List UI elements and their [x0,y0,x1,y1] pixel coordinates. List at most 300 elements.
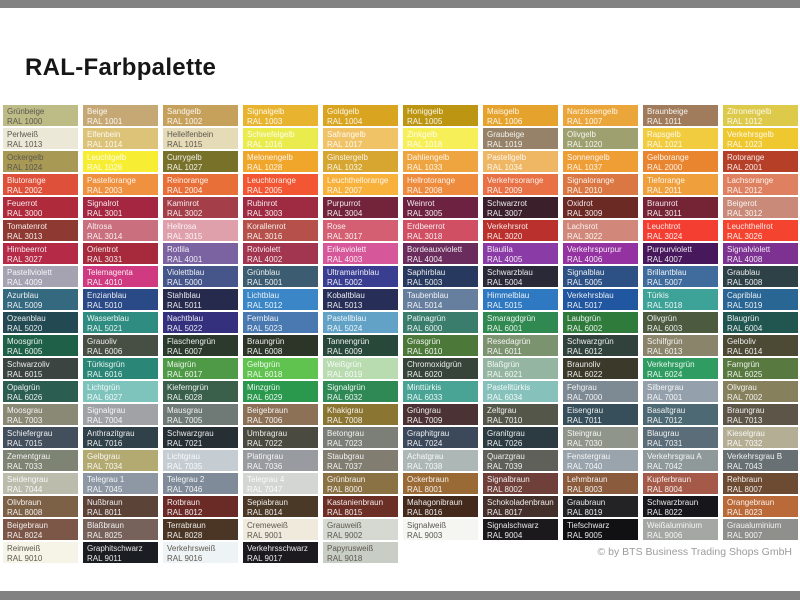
color-swatch [643,358,718,379]
color-swatch [563,312,638,333]
swatch-name: Wasserblau [87,314,129,323]
swatch-name: Anthrazitgrau [87,429,135,438]
swatch-code: RAL 2004 [167,185,203,195]
swatch-code: RAL 6028 [167,392,203,402]
color-swatch [403,243,478,264]
swatch-name: Achatgrau [407,452,444,461]
swatch-code: RAL 1019 [487,139,523,149]
swatch-code: RAL 1011 [647,116,682,126]
color-swatch [83,289,158,310]
color-swatch [403,358,478,379]
swatch-code: RAL 1005 [407,116,443,126]
color-swatch [483,519,558,540]
swatch-code: RAL 6015 [7,369,43,379]
swatch-name: Verkehrsgrün [647,360,695,369]
swatch-name: Verkehrsschwarz [247,544,308,553]
swatch-name: Blutorange [7,176,46,185]
color-swatch [3,151,78,172]
color-swatch [83,358,158,379]
color-swatch [723,105,798,126]
color-swatch [163,473,238,494]
color-swatch [163,381,238,402]
swatch-code: RAL 9018 [327,553,363,563]
color-swatch [403,151,478,172]
color-swatch [483,381,558,402]
swatch-code: RAL 8003 [567,484,603,494]
swatch-name: Laubgrün [567,314,601,323]
swatch-name: Rotlila [167,245,190,254]
swatch-code: RAL 7034 [87,461,123,471]
swatch-code: RAL 5002 [327,277,363,287]
swatch-name: Graualuminium [727,521,782,530]
swatch-code: RAL 1007 [567,116,603,126]
swatch-code: RAL 7039 [487,461,523,471]
color-swatch [243,427,318,448]
swatch-code: RAL 7047 [247,484,283,494]
swatch-name: Lichtgrau [167,452,200,461]
color-swatch [163,358,238,379]
swatch-code: RAL 8001 [407,484,443,494]
swatch-code: RAL 2003 [87,185,123,195]
color-swatch [483,358,558,379]
swatch-code: RAL 7024 [407,438,443,448]
swatch-code: RAL 3018 [407,231,443,241]
swatch-name: Grasgrün [407,337,441,346]
swatch-code: RAL 7004 [87,415,123,425]
swatch-code: RAL 6027 [87,392,123,402]
color-swatch [83,105,158,126]
swatch-name: Blaulila [487,245,513,254]
color-swatch [643,243,718,264]
swatch-code: RAL 5001 [247,277,283,287]
swatch-code: RAL 7008 [327,415,363,425]
swatch-code: RAL 7032 [727,438,763,448]
swatch-name: Signalschwarz [487,521,539,530]
swatch-name: Graubeige [487,130,525,139]
swatch-name: Lachsrot [567,222,598,231]
swatch-code: RAL 7033 [7,461,43,471]
swatch-name: Kieferngrün [167,383,209,392]
swatch-name: Violettblau [167,268,205,277]
swatch-code: RAL 5023 [247,323,283,333]
color-swatch [723,358,798,379]
color-swatch [483,289,558,310]
swatch-name: Maigrün [167,360,196,369]
swatch-code: RAL 3014 [87,231,123,241]
color-swatch [163,197,238,218]
color-swatch [323,266,398,287]
swatch-code: RAL 6014 [727,346,763,356]
swatch-code: RAL 1026 [87,162,123,172]
swatch-code: RAL 8015 [327,507,363,517]
swatch-name: Saphirblau [407,268,446,277]
swatch-code: RAL 6007 [167,346,203,356]
color-swatch [3,243,78,264]
swatch-name: Beigerot [727,199,757,208]
swatch-name: Chromoxidgrün [407,360,462,369]
swatch-name: Opalgrün [7,383,40,392]
swatch-name: Verkehrsgelb [727,130,774,139]
swatch-name: Mahagonibraun [407,498,463,507]
top-divider-bar [0,0,800,8]
swatch-name: Platingrau [247,452,284,461]
swatch-code: RAL 1001 [87,116,123,126]
color-swatch [403,404,478,425]
swatch-name: Kaminrot [167,199,200,208]
swatch-code: RAL 8004 [647,484,683,494]
swatch-name: Orientrot [87,245,119,254]
swatch-name: Schwarzbraun [647,498,699,507]
swatch-code: RAL 4001 [167,254,203,264]
swatch-name: Signalweiß [407,521,447,530]
color-swatch [563,427,638,448]
swatch-code: RAL 7037 [327,461,363,471]
swatch-name: Verkehrspurpur [567,245,622,254]
color-swatch [3,404,78,425]
swatch-code: RAL 5010 [87,300,123,310]
color-swatch [323,151,398,172]
color-swatch [243,174,318,195]
color-swatch [243,220,318,241]
swatch-name: Kieselgrau [727,429,765,438]
color-swatch [723,266,798,287]
color-swatch [83,312,158,333]
swatch-code: RAL 9004 [487,530,523,540]
swatch-code: RAL 7042 [647,461,683,471]
color-swatch [643,220,718,241]
swatch-code: RAL 5012 [247,300,283,310]
color-swatch [3,427,78,448]
swatch-name: Sonnengelb [567,153,610,162]
swatch-code: RAL 8016 [407,507,443,517]
swatch-name: Schwefelgelb [247,130,295,139]
color-swatch [323,243,398,264]
swatch-name: Mausgrau [167,406,203,415]
swatch-code: RAL 1004 [327,116,363,126]
color-swatch [403,335,478,356]
color-swatch [163,243,238,264]
swatch-code: RAL 4007 [647,254,683,264]
color-swatch [643,450,718,471]
color-swatch [723,289,798,310]
swatch-code: RAL 7043 [727,461,763,471]
color-swatch [563,289,638,310]
color-swatch [563,128,638,149]
swatch-name: Graubraun [567,498,606,507]
swatch-name: Blaugrün [727,314,760,323]
swatch-code: RAL 5017 [567,300,603,310]
swatch-code: RAL 9005 [567,530,603,540]
color-swatch [163,450,238,471]
swatch-name: Staubgrau [327,452,364,461]
color-swatch [403,289,478,310]
swatch-name: Minzgrün [247,383,280,392]
swatch-name: Braunoliv [567,360,601,369]
swatch-name: Pastellgelb [487,153,527,162]
color-swatch [563,151,638,172]
swatch-name: Tieforange [647,176,685,185]
color-swatch [323,105,398,126]
swatch-code: RAL 3027 [7,254,43,264]
swatch-name: Kobaltblau [327,291,365,300]
color-swatch [563,105,638,126]
swatch-name: Braunrot [647,199,678,208]
color-swatch [643,174,718,195]
swatch-name: Enzianblau [87,291,127,300]
swatch-code: RAL 9011 [87,553,122,563]
color-swatch [323,519,398,540]
color-swatch [403,473,478,494]
swatch-code: RAL 4008 [727,254,763,264]
color-swatch [403,381,478,402]
swatch-name: Erikaviolett [327,245,367,254]
color-swatch [723,404,798,425]
swatch-name: Silbergrau [647,383,684,392]
color-swatch [83,542,158,563]
swatch-name: Basaltgrau [647,406,686,415]
color-swatch [163,266,238,287]
swatch-code: RAL 2010 [567,185,603,195]
swatch-code: RAL 3000 [7,208,43,218]
swatch-code: RAL 6022 [567,369,603,379]
color-swatch [243,496,318,517]
swatch-name: Honiggelb [407,107,444,116]
swatch-code: RAL 4004 [407,254,443,264]
color-swatch [483,174,558,195]
color-swatch [243,266,318,287]
swatch-name: Schwarzblau [487,268,533,277]
swatch-code: RAL 6004 [727,323,763,333]
swatch-name: Schwarzoliv [7,360,50,369]
color-swatch [483,151,558,172]
color-swatch [403,174,478,195]
swatch-name: Signalgrau [87,406,126,415]
swatch-name: Perlweiß [7,130,39,139]
swatch-name: Grünblau [247,268,280,277]
swatch-code: RAL 8023 [727,507,763,517]
color-swatch [643,381,718,402]
swatch-code: RAL 1016 [247,139,283,149]
color-swatch [643,151,718,172]
swatch-name: Himmelblau [487,291,530,300]
swatch-name: Telemagenta [87,268,133,277]
swatch-name: Signalblau [567,268,605,277]
color-swatch [643,427,718,448]
swatch-code: RAL 3013 [7,231,43,241]
swatch-name: Ultramarinblau [327,268,380,277]
swatch-code: RAL 2001 [727,162,763,172]
swatch-code: RAL 2000 [647,162,683,172]
color-swatch [243,519,318,540]
swatch-code: RAL 6001 [487,323,523,333]
color-swatch [483,496,558,517]
swatch-code: RAL 7035 [167,461,203,471]
swatch-name: Taubenblau [407,291,449,300]
swatch-name: Reinweiß [7,544,41,553]
swatch-name: Seidengrau [7,475,48,484]
swatch-code: RAL 6008 [247,346,283,356]
swatch-name: Granitgrau [487,429,525,438]
swatch-code: RAL 1018 [407,139,443,149]
swatch-name: Elfenbein [87,130,121,139]
swatch-name: Türkis [647,291,669,300]
swatch-code: RAL 7036 [247,461,283,471]
swatch-name: Resedagrün [487,337,531,346]
color-swatch [403,105,478,126]
color-swatch [403,450,478,471]
swatch-code: RAL 1021 [647,139,683,149]
color-swatch [3,128,78,149]
color-swatch [163,427,238,448]
color-swatch [243,358,318,379]
swatch-code: RAL 3002 [167,208,203,218]
swatch-code: RAL 3001 [87,208,123,218]
swatch-name: Leuchtrot [647,222,681,231]
swatch-code: RAL 6034 [487,392,523,402]
swatch-name: Weißgrün [327,360,362,369]
swatch-code: RAL 7012 [647,415,683,425]
swatch-name: Bordeauxviolett [407,245,463,254]
swatch-code: RAL 1023 [727,139,763,149]
swatch-name: Telegrau 4 [247,475,285,484]
swatch-name: Tiefschwarz [567,521,610,530]
swatch-name: Lichtblau [247,291,280,300]
swatch-code: RAL 2012 [727,185,763,195]
color-swatch [83,496,158,517]
color-swatch [563,220,638,241]
color-swatch [643,105,718,126]
swatch-code: RAL 6025 [727,369,763,379]
color-swatch [563,174,638,195]
color-swatch [83,128,158,149]
swatch-code: RAL 7040 [567,461,603,471]
swatch-code: RAL 7038 [407,461,443,471]
swatch-code: RAL 8024 [7,530,43,540]
swatch-name: Blaßgrün [487,360,520,369]
swatch-name: Signalviolett [727,245,771,254]
swatch-code: RAL 5018 [647,300,683,310]
swatch-name: Steingrau [567,429,602,438]
swatch-code: RAL 7016 [87,438,123,448]
color-swatch [563,335,638,356]
swatch-name: Grünbeige [7,107,45,116]
color-swatch [483,335,558,356]
swatch-code: RAL 3003 [247,208,283,218]
color-swatch [403,266,478,287]
swatch-name: Rotviolett [247,245,281,254]
color-swatch [723,519,798,540]
color-swatch [323,289,398,310]
color-swatch [243,335,318,356]
swatch-name: Verkehrsgrau A [647,452,702,461]
swatch-name: Sepiabraun [247,498,288,507]
swatch-code: RAL 6020 [407,369,443,379]
color-swatch [403,128,478,149]
swatch-name: Ozeanblau [7,314,46,323]
swatch-code: RAL 5008 [727,277,763,287]
swatch-code: RAL 3004 [327,208,363,218]
copyright-notice: © by BTS Business Trading Shops GmbH [597,546,792,558]
color-swatch [3,312,78,333]
swatch-code: RAL 9001 [247,530,283,540]
swatch-code: RAL 5015 [487,300,523,310]
swatch-code: RAL 1000 [7,116,43,126]
swatch-code: RAL 8008 [7,507,43,517]
color-swatch [563,404,638,425]
color-swatch [643,496,718,517]
swatch-name: Schwarzgrün [567,337,614,346]
swatch-code: RAL 7045 [87,484,123,494]
color-swatch [83,519,158,540]
swatch-name: Grauweiß [327,521,362,530]
color-swatch [3,358,78,379]
swatch-code: RAL 3016 [247,231,283,241]
swatch-name: Graublau [727,268,760,277]
swatch-name: Braungrün [247,337,285,346]
color-swatch [163,312,238,333]
color-swatch [723,381,798,402]
swatch-name: Verkehrsweiß [167,544,216,553]
swatch-name: Brillantblau [647,268,687,277]
color-swatch [323,312,398,333]
swatch-name: Nußbraun [87,498,123,507]
swatch-name: Fenstergrau [567,452,611,461]
color-swatch [483,128,558,149]
color-swatch [243,243,318,264]
color-swatch [323,473,398,494]
color-swatch [243,312,318,333]
color-swatch [403,220,478,241]
swatch-name: Graphitgrau [407,429,450,438]
swatch-code: RAL 6000 [407,323,443,333]
swatch-code: RAL 5014 [407,300,443,310]
swatch-name: Rehbraun [727,475,763,484]
color-swatch [3,289,78,310]
swatch-code: RAL 4003 [327,254,363,264]
color-swatch [483,450,558,471]
swatch-name: Leuchtgelb [87,153,127,162]
swatch-name: Rubinrot [247,199,278,208]
swatch-code: RAL 6019 [327,369,363,379]
swatch-name: Lachsorange [727,176,774,185]
color-swatch [3,519,78,540]
ral-color-palette-grid [3,105,798,563]
color-swatch [163,542,238,563]
color-swatch [643,519,718,540]
swatch-name: Fernblau [247,314,279,323]
swatch-code: RAL 8000 [327,484,363,494]
swatch-code: RAL 6011 [487,346,522,356]
color-swatch [83,151,158,172]
color-swatch [723,450,798,471]
color-swatch [323,450,398,471]
color-swatch [163,128,238,149]
color-swatch [163,519,238,540]
swatch-code: RAL 2005 [247,185,283,195]
swatch-name: Zeltgrau [487,406,517,415]
swatch-code: RAL 1020 [567,139,603,149]
swatch-name: Pastellviolett [7,268,52,277]
color-swatch [403,496,478,517]
swatch-code: RAL 9007 [727,530,763,540]
swatch-name: Moosgrün [7,337,43,346]
swatch-code: RAL 7002 [727,392,763,402]
swatch-code: RAL 5011 [167,300,202,310]
swatch-code: RAL 1006 [487,116,523,126]
swatch-code: RAL 6017 [167,369,203,379]
swatch-name: Minttürkis [407,383,442,392]
color-swatch [3,542,78,563]
